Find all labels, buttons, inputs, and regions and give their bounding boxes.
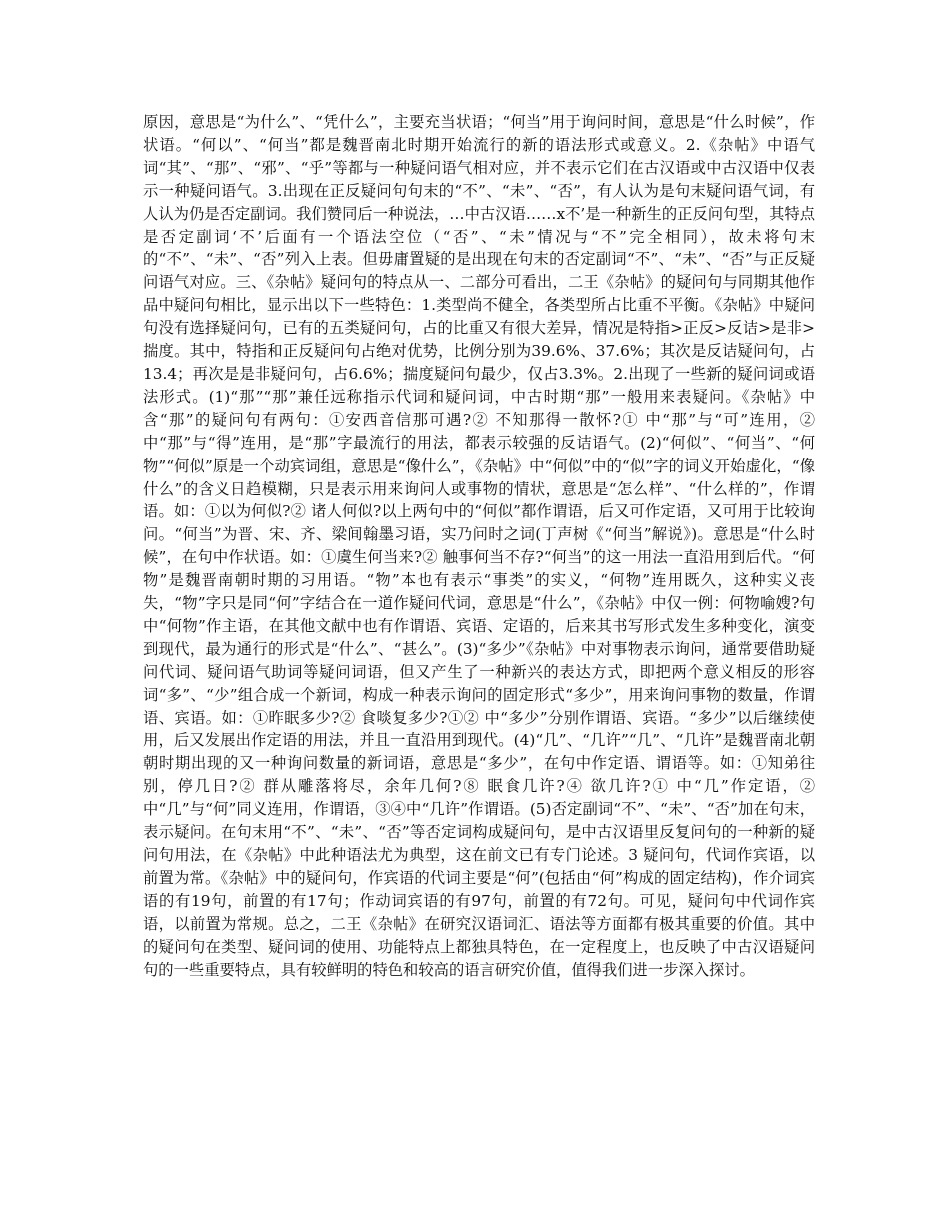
document-page xyxy=(143,111,815,981)
body-paragraph: 原因，意思是“为什么”、“凭什么”，主要充当状语；“何当”用于询问时间，意思是“什么时候”，作状语。“何以”、“何当”都是魏晋南北时期开始流行的新的语法形式或意义。2.《杂帖》中语气词“其”、“那”、“邪”、“乎”等都与一种疑问语气相对应，并不表示它们在古汉语或中古汉语中仅表示一种疑问语气。3.出现在正反疑问句句末的“不”、“未”、“否”，有人认为是句末疑问语气词，有人认为仍是否定副词。我们赞同后一种说法，…中古汉语……x不’是一种新生的正反问句型，其特点是否定副词‘不’后面有一个语法空位（“否”、“未”情况与“不”完全相同），故未将句末的“不”、“未”、“否”列入上表。但毋庸置疑的是出现在句末的否定副词“不”、“未”、“否”与正反疑问语气对应。三、《杂帖》疑问句的特点从一、二部分可看出，二王《杂帖》的疑问句与同期其他作品中疑问句相比，显示出以下一些特色：1.类型尚不健全，各类型所占比重不平衡。《杂帖》中疑问句没有选择疑问句，已有的五类疑问句，占的比重又有很大差异，情况是特指>正反>反诘>是非>揣度。其中，特指和正反疑问句占绝对优势，比例分别为39.6%、37.6%；其次是反诘疑问句，占13.4；再次是是非疑问句，占6.6%；揣度疑问句最少，仅占3.3%。2.出现了一些新的疑问词或语法形式。(1)“那”“那”兼任远称指示代词和疑问词，中古时期“那”一般用来表疑问。《杂帖》中含“那”的疑问句有两句：①安西音信那可遇?② 不知那得一散怀?① 中“那”与“可”连用，②中“那”与“得”连用，是“那”字最流行的用法，都表示较强的反诘语气。(2)“何似”、“何当”、“何物”“何似”原是一个动宾词组，意思是“像什么”，《杂帖》中“何似”中的“似”字的词义开始虚化，“像什么”的含义日趋模糊，只是表示用来询问人或事物的情状，意思是“怎么样”、“什么样的”，作谓语。如：①以为何似?② 诸人何似?以上两句中的“何似”都作谓语，后又可作定语，又可用于比较询问。“何当”为晋、宋、齐、梁间翰墨习语，实乃问时之词(丁声树《“何当”解说》)。意思是“什么时候”，在句中作状语。如：①虞生何当来?② 触事何当不存?“何当”的这一用法一直沿用到后代。“何物”是魏晋南朝时期的习用语。“物”本也有表示“事类”的实义，“何物”连用既久，这种实义丧失，“物”字只是同“何”字结合在一道作疑问代词，意思是“什么”，《杂帖》中仅一例：何物喻嫂?句中“何物”作主语，在其他文献中也有作谓语、宾语、定语的，后来其书写形式发生多种变化，演变到现代，最为通行的形式是“什么”、“甚么”。(3)“多少”《杂帖》中对事物表示询问，通常要借助疑问代词、疑问语气助词等疑问词语，但又产生了一种新兴的表达方式，即把两个意义相反的形容词“多”、“少”组合成一个新词，构成一种表示询问的固定形式“多少”，用来询问事物的数量，作谓语、宾语。如：①昨眠多少?② 食啖复多少?①② 中“多少”分别作谓语、宾语。“多少”以后继续使用，后又发展出作定语的用法，并且一直沿用到现代。(4)“几”、“几许”“几”、“几许”是魏晋南北朝朝时期出现的又一种询问数量的新词语，意思是“多少”，在句中作定语、谓语等。如：①知弟往别，停几日?② 群从雕落将尽，余年几何?⑧ 眠食几许?④ 欲几许?① 中“几”作定语，②中“几”与“何”同义连用，作谓语，③④中“几许”作谓语。(5)否定副词“不”、“未”、“否”加在句末，表示疑问。在句末用“不”、“未”、“否”等否定词构成疑问句，是中古汉语里反复问句的一种新的疑问句用法，在《杂帖》中此种语法尤为典型，这在前文已有专门论述。3 疑问句，代词作宾语，以前置为常。《杂帖》中的疑问句，作宾语的代词主要是“何”(包括由“何”构成的固定结构)，作介词宾语的有19句，前置的有17句；作动词宾语的有97句，前置的有72句。可见，疑问句中代词作宾语，以前置为常规。总之，二王《杂帖》在研究汉语词汇、语法等方面都有极其重要的价值。其中的疑问句在类型、疑问词的使用、功能特点上都独具特色，在一定程度上，也反映了中古汉语疑问句的一些重要特点，具有较鲜明的特色和较高的语言研究价值，值得我们进一步深入探讨。 xyxy=(143,113,815,979)
